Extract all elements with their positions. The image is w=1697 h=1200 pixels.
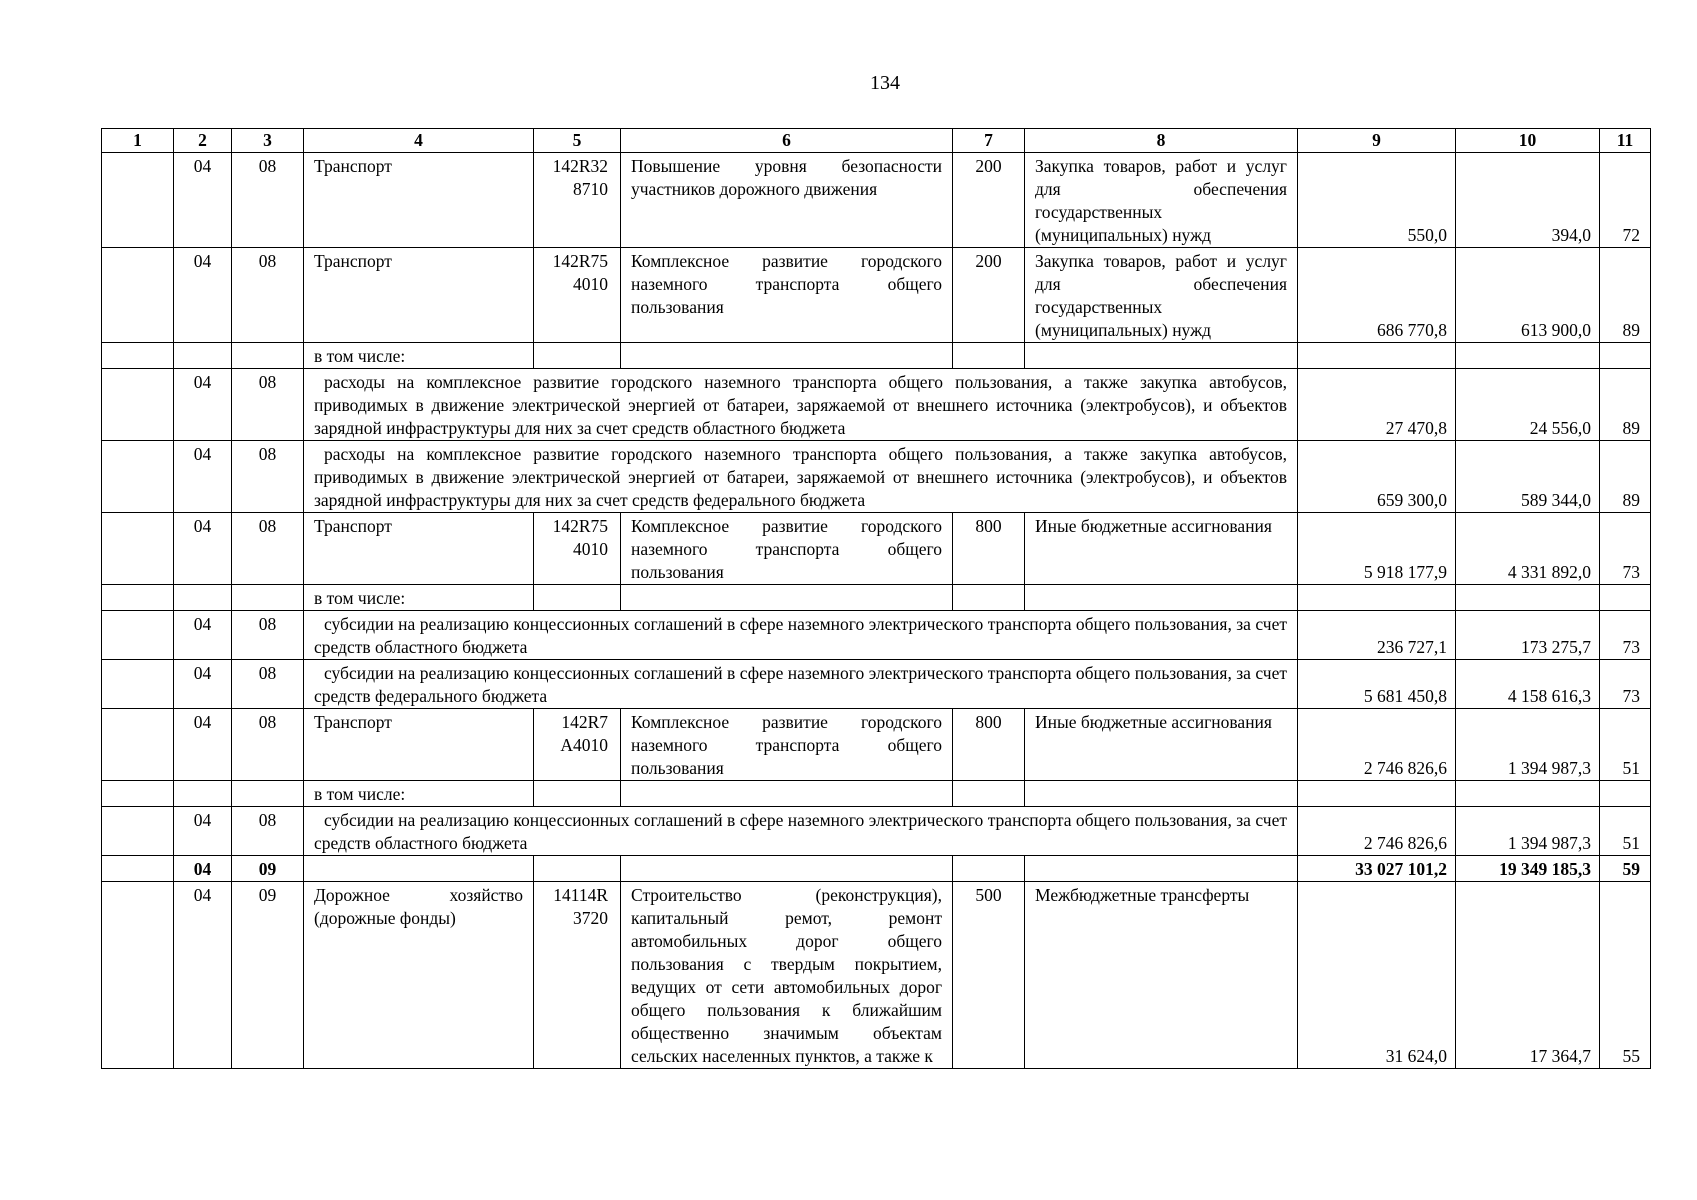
target-article-code [534,513,621,585]
empty-cell [621,343,953,369]
subsection-code: 08 [232,660,304,709]
header-cell: 9 [1298,129,1456,153]
empty-cell [1600,781,1651,807]
table-row [102,611,1651,660]
amount-actual: 394,0 [1456,153,1600,248]
target-code-line: 3720 [573,908,608,928]
amount-actual: 589 344,0 [1456,441,1600,513]
amount-actual: 4 158 616,3 [1456,660,1600,709]
header-cell: 11 [1600,129,1651,153]
target-article-name: Комплексное развитие городского наземного транспорта общего пользования [621,513,953,585]
table-row [102,248,1651,343]
expense-description: субсидии на реализацию концессионных соглашений в сфере наземного электрического транспорта общего пользования, за счет средств областного бюджета [304,807,1298,856]
section-code: 04 [174,513,232,585]
col1-cell [102,513,174,585]
amount-actual: 1 394 987,3 [1456,709,1600,781]
col1-cell [102,882,174,1069]
col1-cell [102,709,174,781]
expense-description: расходы на комплексное развитие городского наземного транспорта общего пользования, а также закупка автобусов, приводимых в движение электрической энергией от батареи, заряжаемой от внешнего источника (электробусов), и объектов зарядной инфраструктуры для них за счет средств федерального бюджета [304,441,1298,513]
target-article-code [534,153,621,248]
empty-cell [621,781,953,807]
table-row [102,343,1651,369]
header-cell: 4 [304,129,534,153]
execution-percent: 89 [1600,441,1651,513]
subsection-name: Транспорт [304,709,534,781]
header-cell: 5 [534,129,621,153]
empty-cell [1600,343,1651,369]
execution-percent: 89 [1600,248,1651,343]
empty-cell [1298,781,1456,807]
empty-cell [1600,585,1651,611]
col1-cell [102,153,174,248]
empty-cell [534,781,621,807]
header-cell: 8 [1025,129,1298,153]
amount-actual: 1 394 987,3 [1456,807,1600,856]
target-code-line: 142R75 [552,251,608,271]
col3-cell [232,585,304,611]
amount-plan: 5 681 450,8 [1298,660,1456,709]
expense-description: субсидии на реализацию концессионных соглашений в сфере наземного электрического транспорта общего пользования, за счет средств федерального бюджета [304,660,1298,709]
total-actual: 19 349 185,3 [1456,856,1600,882]
empty-cell [1456,781,1600,807]
target-code-line: А4010 [560,735,608,755]
amount-plan: 5 918 177,9 [1298,513,1456,585]
col2-cell [174,781,232,807]
expense-type-name: Иные бюджетные ассигнования [1025,709,1298,781]
execution-percent: 72 [1600,153,1651,248]
empty-cell [1025,856,1298,882]
expense-type-name: Закупка товаров, работ и услуг для обеспечения государственных (муниципальных) нужд [1025,248,1298,343]
header-row [102,129,1651,153]
subsection-code: 08 [232,248,304,343]
col1-cell [102,343,174,369]
subsection-code: 08 [232,441,304,513]
target-code-line: 4010 [573,274,608,294]
subsection-name: Транспорт [304,248,534,343]
execution-percent: 73 [1600,611,1651,660]
amount-plan: 27 470,8 [1298,369,1456,441]
total-plan: 33 027 101,2 [1298,856,1456,882]
empty-cell [534,856,621,882]
empty-cell [621,585,953,611]
subsection-code: 08 [232,369,304,441]
table-row [102,585,1651,611]
amount-actual: 4 331 892,0 [1456,513,1600,585]
section-code: 04 [174,709,232,781]
target-article-name: Комплексное развитие городского наземного транспорта общего пользования [621,248,953,343]
table-row [102,513,1651,585]
col1-cell [102,369,174,441]
empty-cell [953,781,1025,807]
amount-actual: 24 556,0 [1456,369,1600,441]
expense-type-code: 800 [953,513,1025,585]
subsection-code: 09 [232,856,304,882]
execution-percent: 89 [1600,369,1651,441]
target-code-line: 142R7 [561,712,608,732]
empty-cell [953,585,1025,611]
empty-cell [304,856,534,882]
header-cell: 6 [621,129,953,153]
expense-type-name: Закупка товаров, работ и услуг для обеспечения государственных (муниципальных) нужд [1025,153,1298,248]
section-code: 04 [174,153,232,248]
col1-cell [102,441,174,513]
section-code: 04 [174,611,232,660]
empty-cell [1456,585,1600,611]
expense-description: субсидии на реализацию концессионных соглашений в сфере наземного электрического транспорта общего пользования, за счет средств областного бюджета [304,611,1298,660]
table-row [102,781,1651,807]
header-cell: 10 [1456,129,1600,153]
including-label: в том числе: [304,781,534,807]
empty-cell [953,343,1025,369]
execution-percent: 73 [1600,660,1651,709]
expense-description: расходы на комплексное развитие городского наземного транспорта общего пользования, а также закупка автобусов, приводимых в движение электрической энергией от батареи, заряжаемой от внешнего источника (электробусов), и объектов зарядной инфраструктуры для них за счет средств областного бюджета [304,369,1298,441]
expense-type-code: 200 [953,248,1025,343]
section-code: 04 [174,856,232,882]
col1-cell [102,585,174,611]
budget-table [101,128,1651,1069]
subsection-name: Дорожное хозяйство (дорожные фонды) [304,882,534,1069]
target-article-name: Повышение уровня безопасности участников дорожного движения [621,153,953,248]
expense-type-code: 800 [953,709,1025,781]
col3-cell [232,343,304,369]
table-row [102,882,1651,1069]
target-code-line: 8710 [573,179,608,199]
target-code-line: 142R32 [552,156,608,176]
amount-plan: 2 746 826,6 [1298,807,1456,856]
col1-cell [102,781,174,807]
empty-cell [534,585,621,611]
table-row [102,369,1651,441]
empty-cell [1025,585,1298,611]
amount-plan: 550,0 [1298,153,1456,248]
subsection-code: 08 [232,611,304,660]
amount-plan: 659 300,0 [1298,441,1456,513]
including-label: в том числе: [304,343,534,369]
table-row [102,153,1651,248]
empty-cell [621,856,953,882]
table-row [102,856,1651,882]
section-code: 04 [174,882,232,1069]
header-cell: 3 [232,129,304,153]
target-code-line: 14114R [553,885,608,905]
amount-plan: 2 746 826,6 [1298,709,1456,781]
table-row [102,709,1651,781]
col1-cell [102,807,174,856]
empty-cell [1025,343,1298,369]
amount-actual: 17 364,7 [1456,882,1600,1069]
target-code-line: 142R75 [552,516,608,536]
amount-plan: 31 624,0 [1298,882,1456,1069]
including-label: в том числе: [304,585,534,611]
subsection-code: 08 [232,807,304,856]
subsection-code: 08 [232,709,304,781]
target-article-name: Строительство (реконструкция), капитальный ремот, ремонт автомобильных дорог общего пользования с твердым покрытием, ведущих от сети автомобильных дорог общего пользования к ближайшим общественно значимым объектам сельских населенных пунктов, а также к [621,882,953,1069]
header-cell: 1 [102,129,174,153]
empty-cell [534,343,621,369]
amount-actual: 173 275,7 [1456,611,1600,660]
page-number: 134 [870,72,900,94]
execution-percent: 73 [1600,513,1651,585]
amount-plan: 686 770,8 [1298,248,1456,343]
execution-percent: 55 [1600,882,1651,1069]
subsection-code: 08 [232,153,304,248]
col3-cell [232,781,304,807]
target-article-name: Комплексное развитие городского наземного транспорта общего пользования [621,709,953,781]
section-code: 04 [174,660,232,709]
section-code: 04 [174,441,232,513]
table-row [102,441,1651,513]
empty-cell [1456,343,1600,369]
section-code: 04 [174,807,232,856]
empty-cell [1298,343,1456,369]
col1-cell [102,611,174,660]
subsection-name: Транспорт [304,513,534,585]
col1-cell [102,856,174,882]
target-article-code [534,709,621,781]
execution-percent: 51 [1600,709,1651,781]
col1-cell [102,248,174,343]
subsection-name: Транспорт [304,153,534,248]
execution-percent: 51 [1600,807,1651,856]
expense-type-code: 500 [953,882,1025,1069]
col2-cell [174,343,232,369]
expense-type-code: 200 [953,153,1025,248]
header-cell: 2 [174,129,232,153]
empty-cell [1298,585,1456,611]
target-article-code [534,248,621,343]
amount-plan: 236 727,1 [1298,611,1456,660]
empty-cell [1025,781,1298,807]
total-percent: 59 [1600,856,1651,882]
subsection-code: 09 [232,882,304,1069]
target-code-line: 4010 [573,539,608,559]
subsection-code: 08 [232,513,304,585]
amount-actual: 613 900,0 [1456,248,1600,343]
header-cell: 7 [953,129,1025,153]
empty-cell [953,856,1025,882]
expense-type-name: Межбюджетные трансферты [1025,882,1298,1069]
target-article-code [534,882,621,1069]
table-row [102,660,1651,709]
section-code: 04 [174,248,232,343]
section-code: 04 [174,369,232,441]
col2-cell [174,585,232,611]
table-row [102,807,1651,856]
col1-cell [102,660,174,709]
expense-type-name: Иные бюджетные ассигнования [1025,513,1298,585]
